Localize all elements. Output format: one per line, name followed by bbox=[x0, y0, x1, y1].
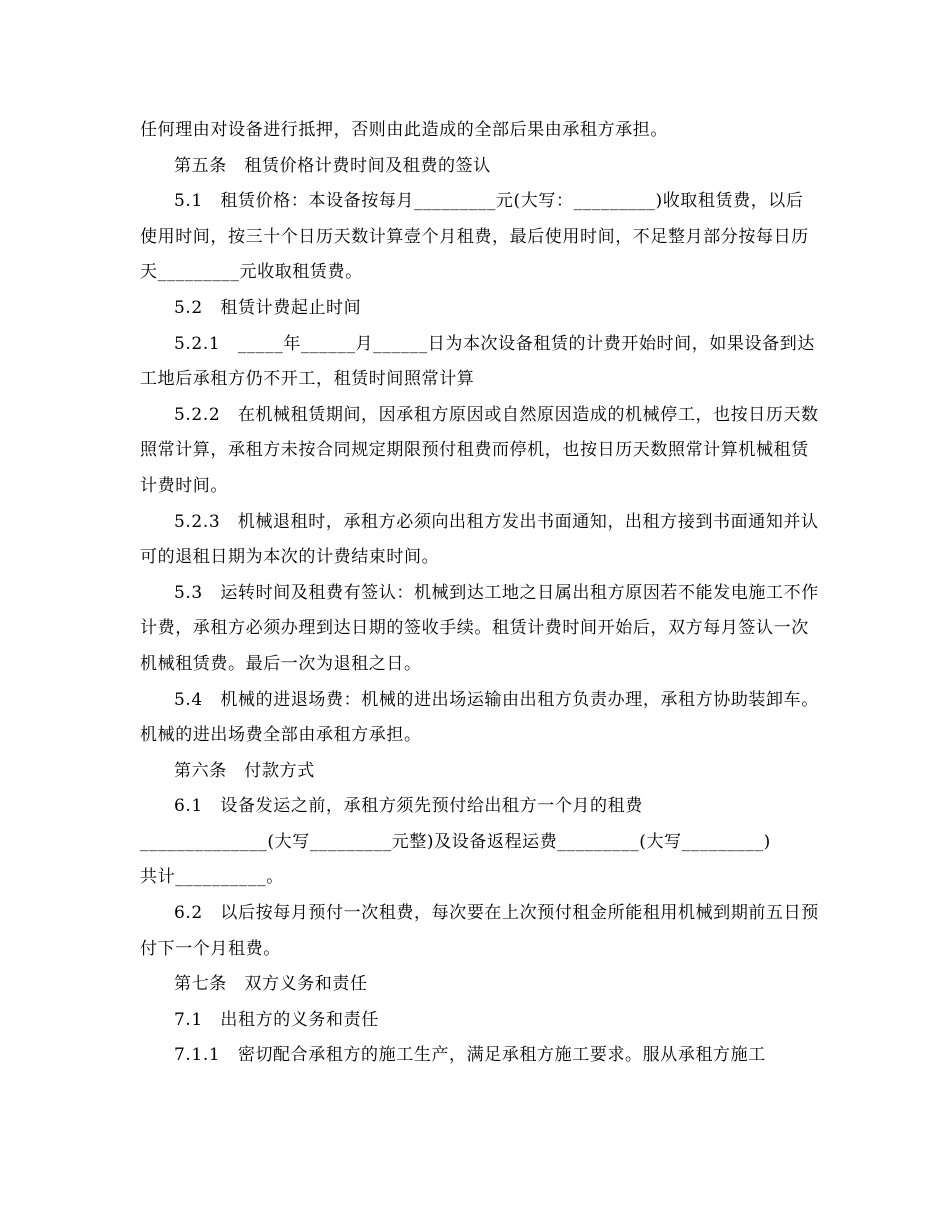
paragraph-clause-5-2-1: 5.2.1 _____年______月______日为本次设备租赁的计费开始时间，如果设备到达工地后承租方仍不开工，租赁时间照常计算 bbox=[140, 333, 815, 390]
paragraph-clause-5-2-2: 5.2.2 在机械租赁期间，因承租方原因或自然原因造成的机械停工，也按日历天数照常计算，承租方未按合同规定期限预付租费而停机，也按日历天数照常计算机械租赁计费时间。 bbox=[140, 404, 819, 496]
paragraph-clause-7-1: 7.1 出租方的义务和责任 bbox=[174, 1009, 379, 1030]
heading-article-6: 第六条 付款方式 bbox=[174, 760, 315, 781]
paragraph-clause-6-1-total: 共计__________。 bbox=[140, 867, 284, 888]
paragraph-clause-4-tail: 任何理由对设备进行抵押，否则由此造成的全部后果由承租方承担。 bbox=[140, 120, 668, 140]
paragraph-clause-6-1-amounts: ______________(大写_________元整)及设备返程运费_________(大写_________) bbox=[140, 831, 771, 852]
paragraph-clause-6-2: 6.2 以后按每月预付一次租费，每次要在上次预付租金所能租用机械到期前五日预付下一个月租费。 bbox=[140, 903, 819, 959]
paragraph-clause-5-4: 5.4 机械的进退场费：机械的进出场运输由出租方负责办理，承租方协助装卸车。机械的进出场费全部由承租方承担。 bbox=[140, 689, 819, 746]
heading-article-7: 第七条 双方义务和责任 bbox=[174, 974, 368, 995]
heading-article-5: 第五条 租赁价格计费时间及租费的签认 bbox=[174, 155, 491, 176]
paragraph-clause-5-3: 5.3 运转时间及租费有签认：机械到达工地之日属出租方原因若不能发电施工不作计费，承租方必须办理到达日期的签收手续。租赁计费时间开始后，双方每月签认一次机械租赁费。最后一次为退租之日。 bbox=[140, 582, 819, 674]
paragraph-clause-7-1-1: 7.1.1 密切配合承租方的施工生产，满足承租方施工要求。服从承租方施工 bbox=[174, 1045, 766, 1066]
paragraph-clause-5-2-3: 5.2.3 机械退租时，承租方必须向出租方发出书面通知，出租方接到书面通知并认可的退租日期为本次的计费结束时间。 bbox=[140, 511, 819, 568]
paragraph-clause-6-1: 6.1 设备发运之前，承租方须先预付给出租方一个月的租费 bbox=[174, 796, 643, 817]
paragraph-clause-5-1: 5.1 租赁价格：本设备按每月_________元(大写：_________)收取租赁费，以后使用时间，按三十个日历天数计算壹个月租费，最后使用时间，不足整月部分按每日历天_________元收取租赁费。 bbox=[140, 191, 809, 283]
paragraph-clause-5-2: 5.2 租赁计费起止时间 bbox=[174, 297, 362, 318]
document-body bbox=[140, 113, 820, 1074]
